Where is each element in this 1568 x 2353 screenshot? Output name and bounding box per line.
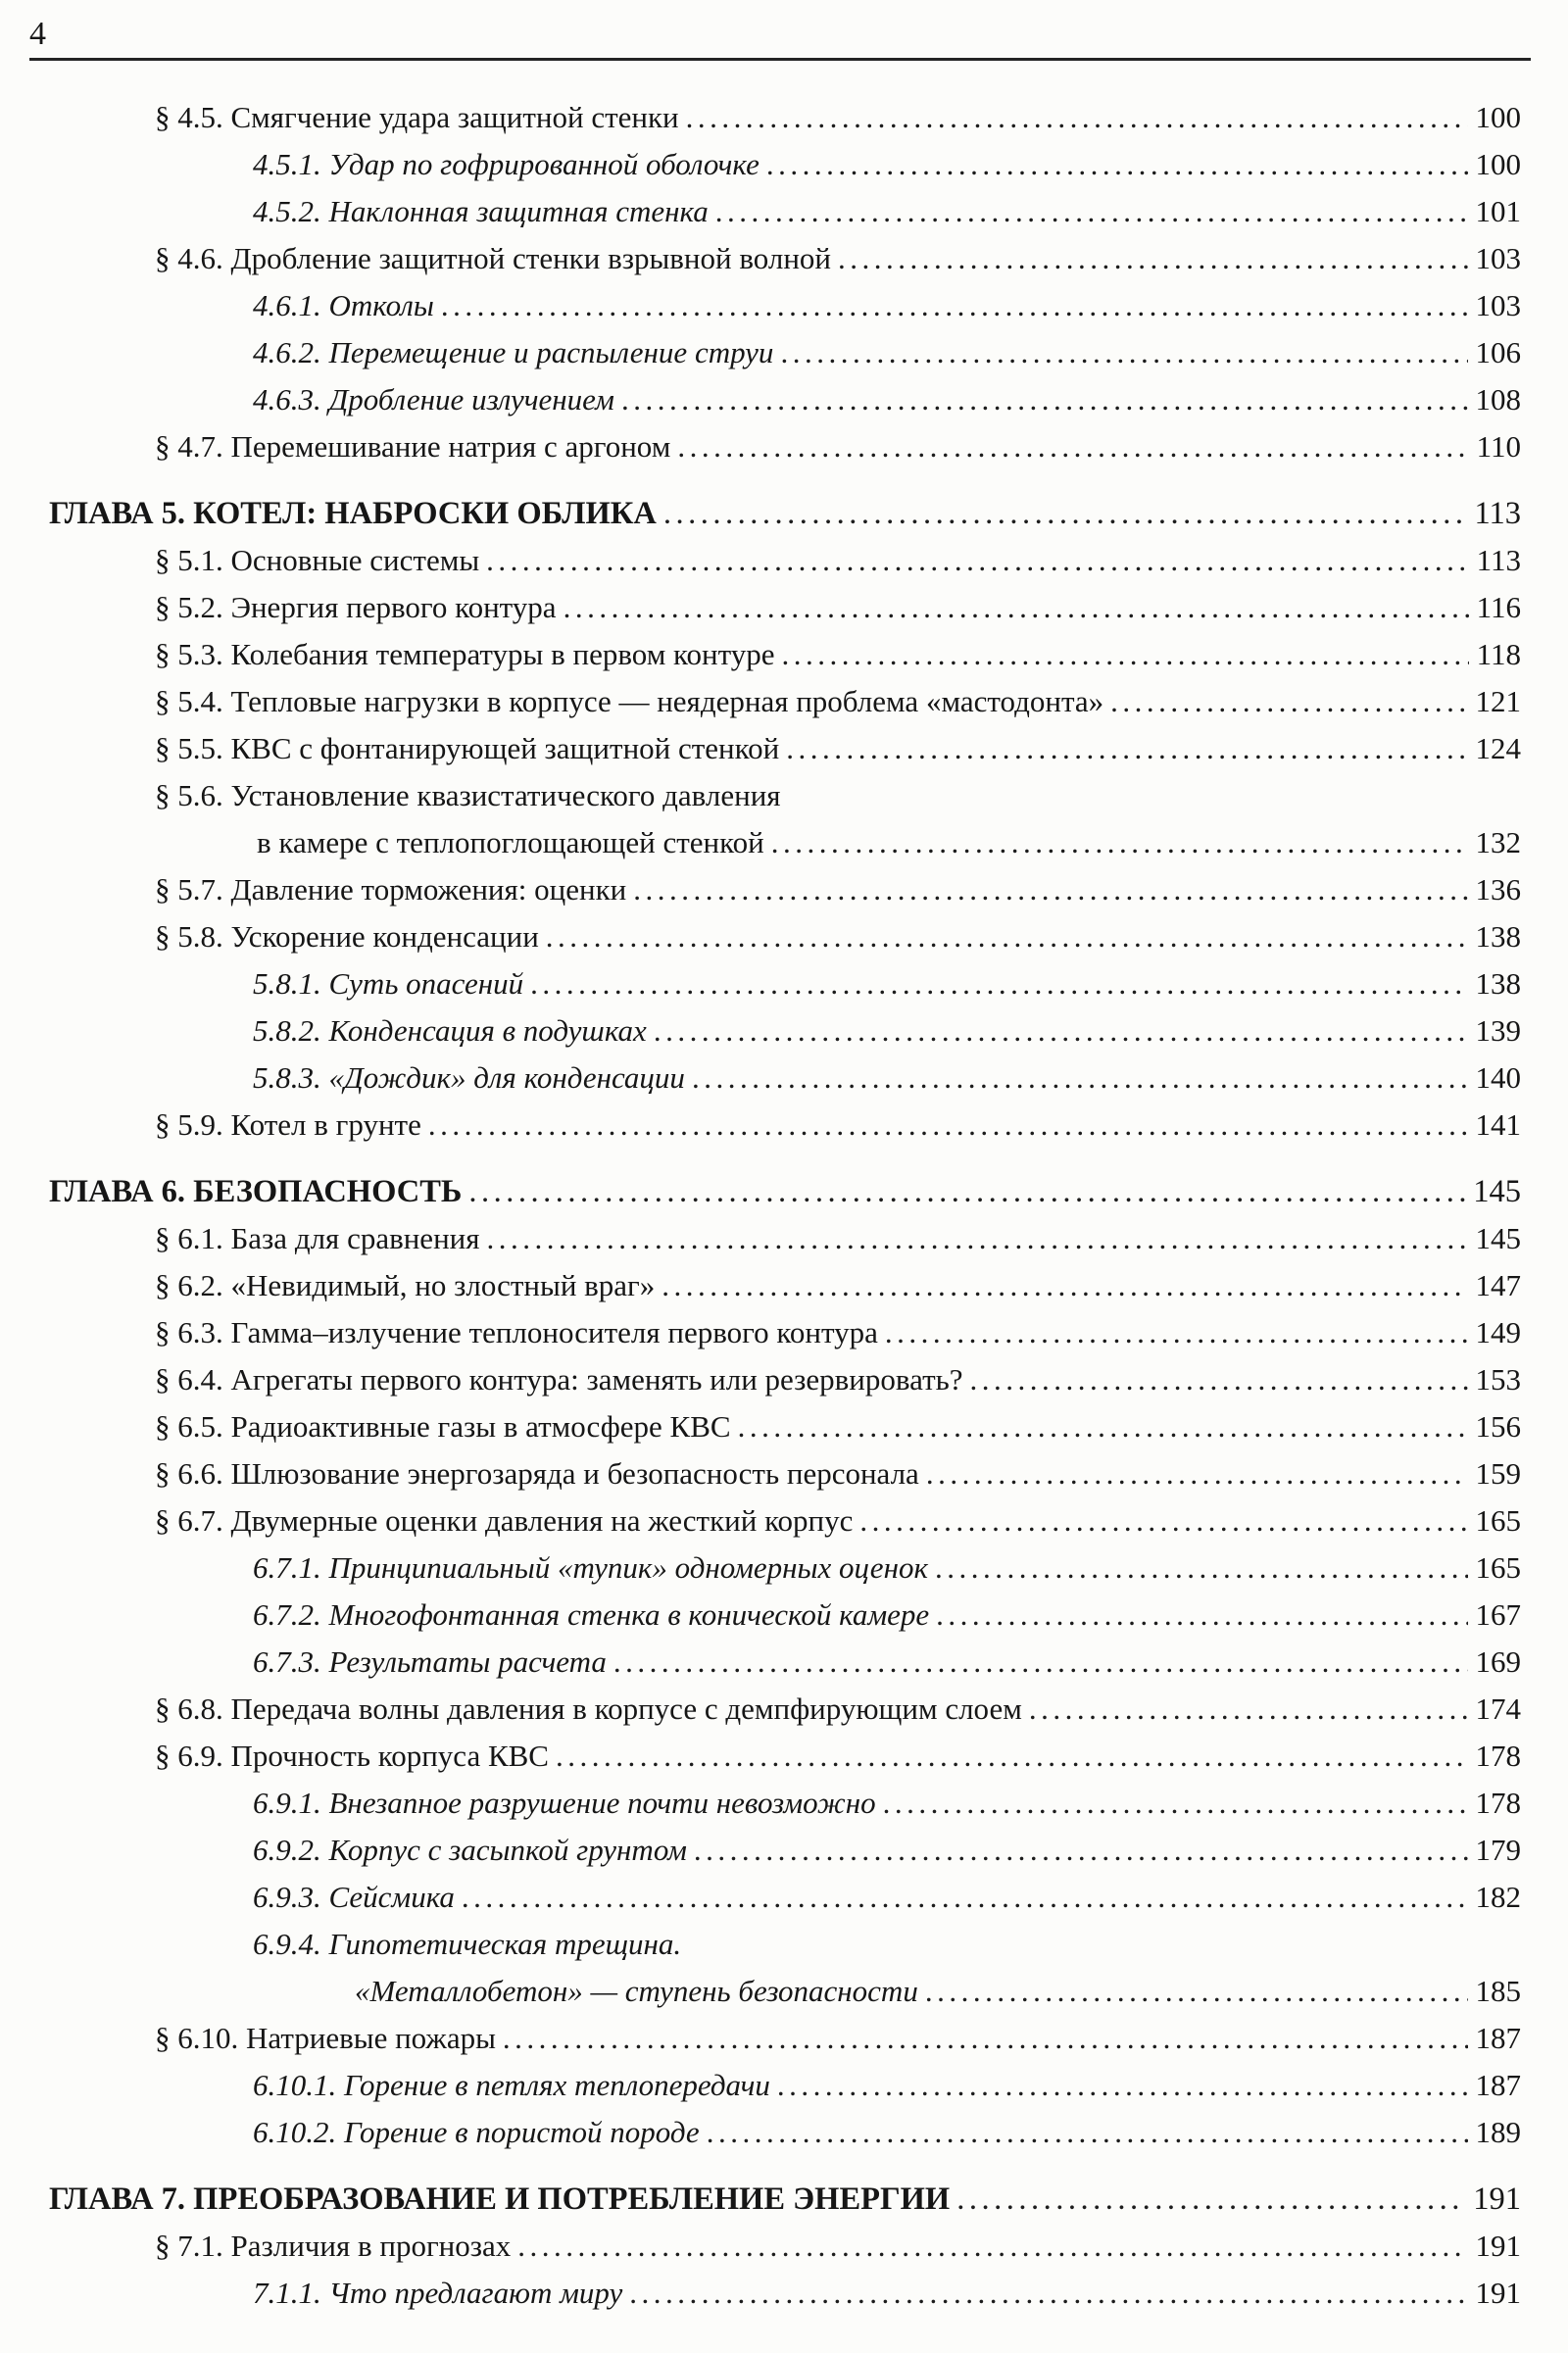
toc-entry	[49, 2223, 1521, 2270]
toc-entry-title: 6.9.4. Гипотетическая трещина.	[253, 1927, 682, 1962]
toc-entry	[49, 1921, 1521, 1968]
dot-leader	[926, 1450, 1468, 1497]
dot-leader	[777, 2062, 1468, 2109]
toc-entry-title: 4.6.3. Дробление излучением	[253, 382, 614, 417]
toc-entry-title: 4.6.1. Отколы	[253, 288, 434, 323]
toc-entry-title: 6.7.1. Принципиальный «тупик» одномерных оценок	[253, 1550, 928, 1586]
toc-entry	[49, 1309, 1521, 1356]
toc-entry-title: § 6.1. База для сравнения	[155, 1221, 480, 1256]
dot-leader	[564, 584, 1469, 631]
toc-entry	[49, 490, 1521, 537]
dot-leader	[663, 490, 1467, 537]
dot-leader	[487, 1215, 1468, 1262]
toc-entry	[49, 423, 1521, 470]
toc-entry-title: § 6.10. Натриевые пожары	[155, 2021, 496, 2056]
toc-entry-title: § 4.7. Перемешивание натрия с аргоном	[155, 429, 671, 465]
toc-entry-title: § 4.6. Дробление защитной стенки взрывной волной	[155, 241, 832, 276]
toc-entry-page: 100	[1475, 100, 1521, 135]
toc-entry	[49, 631, 1521, 678]
toc-entry-page: 110	[1476, 429, 1521, 465]
toc-entry	[49, 329, 1521, 376]
toc-entry	[49, 537, 1521, 584]
toc-entry	[49, 1403, 1521, 1450]
toc-entry-page: 100	[1475, 147, 1521, 182]
toc-entry	[49, 2109, 1521, 2156]
toc-entry-title: 4.5.1. Удар по гофрированной оболочке	[253, 147, 760, 182]
toc-entry-page: 103	[1475, 288, 1521, 323]
dot-leader	[468, 1168, 1465, 1215]
dot-leader	[486, 537, 1468, 584]
toc-entry-title: ГЛАВА 7. ПРЕОБРАЗОВАНИЕ И ПОТРЕБЛЕНИЕ ЭНЕРГИИ	[49, 2181, 951, 2218]
page-header	[0, 0, 1568, 61]
toc-entry	[49, 1968, 1521, 2015]
toc-entry-title: § 6.4. Агрегаты первого контура: заменять или резервировать?	[155, 1362, 963, 1397]
toc-entry-page: 159	[1475, 1456, 1521, 1492]
toc-entry	[49, 2176, 1521, 2223]
toc-entry-page: 103	[1475, 241, 1521, 276]
toc-entry	[49, 1262, 1521, 1309]
toc-entry-page: 121	[1475, 684, 1521, 719]
toc-entry-title: § 4.5. Смягчение удара защитной стенки	[155, 100, 679, 135]
toc-entry-title: 6.10.1. Горение в петлях теплопередачи	[253, 2068, 770, 2103]
toc-entry-title: § 5.5. КВС с фонтанирующей защитной стенкой	[155, 731, 780, 766]
toc-entry	[49, 1168, 1521, 1215]
toc-entry-title: 6.9.3. Сейсмика	[253, 1880, 455, 1915]
toc-entry-page: 140	[1475, 1060, 1521, 1096]
toc-entry-page: 165	[1475, 1550, 1521, 1586]
dot-leader	[782, 631, 1469, 678]
toc-entry	[49, 188, 1521, 235]
toc-entry-title: ГЛАВА 5. КОТЕЛ: НАБРОСКИ ОБЛИКА	[49, 496, 657, 532]
dot-leader	[838, 235, 1467, 282]
dot-leader	[546, 913, 1468, 960]
dot-leader	[707, 2109, 1468, 2156]
toc-entry	[49, 94, 1521, 141]
dot-leader	[885, 1309, 1468, 1356]
toc-entry-title: § 5.1. Основные системы	[155, 543, 480, 578]
toc-entry-title: 6.7.2. Многофонтанная стенка в конической камере	[253, 1597, 930, 1633]
toc-entry-title: § 6.3. Гамма–излучение теплоносителя первого контура	[155, 1315, 878, 1350]
dot-leader	[859, 1497, 1467, 1544]
toc-entry	[49, 1054, 1521, 1102]
toc-entry	[49, 141, 1521, 188]
dot-leader	[780, 329, 1467, 376]
toc-entry-title: 6.10.2. Горение в пористой породе	[253, 2115, 700, 2150]
toc-entry	[49, 819, 1521, 866]
toc-entry	[49, 376, 1521, 423]
toc-entry-title: 5.8.3. «Дождик» для конденсации	[253, 1060, 685, 1096]
toc-entry-title: ГЛАВА 6. БЕЗОПАСНОСТЬ	[49, 1174, 463, 1210]
dot-leader	[1029, 1686, 1468, 1733]
dot-leader	[694, 1827, 1468, 1874]
toc-entry-title: § 5.2. Энергия первого контура	[155, 590, 557, 625]
toc-entry-page: 147	[1475, 1268, 1521, 1303]
dot-leader	[629, 2270, 1467, 2317]
toc-entry-title: 4.6.2. Перемещение и распыление струи	[253, 335, 774, 370]
toc-entry	[49, 866, 1521, 913]
dot-leader	[556, 1733, 1468, 1780]
toc-entry	[49, 1215, 1521, 1262]
toc-entry	[49, 1733, 1521, 1780]
dot-leader	[662, 1262, 1467, 1309]
toc-entry-title: § 6.9. Прочность корпуса КВС	[155, 1739, 549, 1774]
toc-entry	[49, 1827, 1521, 1874]
toc-entry-page: 116	[1476, 590, 1521, 625]
toc-entry-title: § 6.5. Радиоактивные газы в атмосфере КВС	[155, 1409, 731, 1445]
dot-leader	[621, 376, 1468, 423]
toc-entry-page: 118	[1476, 637, 1521, 672]
toc-entry-page: 139	[1475, 1013, 1521, 1049]
toc-entry-title: 5.8.1. Суть опасений	[253, 966, 524, 1002]
toc-entry-title: § 6.6. Шлюзование энергозаряда и безопасность персонала	[155, 1456, 919, 1492]
toc-entry	[49, 1592, 1521, 1639]
toc-entry-title: § 5.9. Котел в грунте	[155, 1107, 421, 1143]
toc-entry	[49, 678, 1521, 725]
dot-leader	[677, 423, 1468, 470]
toc-entry	[49, 1874, 1521, 1921]
toc-entry	[49, 913, 1521, 960]
toc-entry-title: § 5.8. Ускорение конденсации	[155, 919, 539, 955]
dot-leader	[738, 1403, 1468, 1450]
toc-entry-page: 149	[1475, 1315, 1521, 1350]
dot-leader	[766, 141, 1468, 188]
toc-entry-page: 101	[1475, 194, 1521, 229]
toc-entry-page: 145	[1473, 1174, 1521, 1210]
dot-leader	[692, 1054, 1468, 1102]
dot-leader	[883, 1780, 1468, 1827]
toc-entry-title: § 6.8. Передача волны давления в корпусе с демпфирующим слоем	[155, 1691, 1022, 1727]
toc-entry	[49, 1102, 1521, 1149]
toc-entry-page: 169	[1475, 1644, 1521, 1680]
toc-entry-page: 156	[1475, 1409, 1521, 1445]
toc-entry-title: § 5.6. Установление квазистатического давления	[155, 778, 781, 813]
toc-entry	[49, 1497, 1521, 1544]
toc-entry-page: 136	[1475, 872, 1521, 907]
toc-entry-page: 108	[1475, 382, 1521, 417]
toc-entry	[49, 1639, 1521, 1686]
dot-leader	[686, 94, 1468, 141]
dot-leader	[517, 2223, 1467, 2270]
toc-entry-page: 179	[1475, 1833, 1521, 1868]
toc-entry	[49, 235, 1521, 282]
dot-leader	[428, 1102, 1468, 1149]
toc-entry-page: 113	[1476, 543, 1521, 578]
toc-entry	[49, 1356, 1521, 1403]
toc-entry-page: 132	[1475, 825, 1521, 860]
toc-entry	[49, 1007, 1521, 1054]
toc-entry-page: 138	[1475, 919, 1521, 955]
dot-leader	[936, 1592, 1467, 1639]
toc-entry-title: § 6.2. «Невидимый, но злостный враг»	[155, 1268, 656, 1303]
toc-entry	[49, 1686, 1521, 1733]
toc-entry-page: 138	[1475, 966, 1521, 1002]
toc-entry	[49, 1780, 1521, 1827]
toc-entry-page: 124	[1475, 731, 1521, 766]
toc-entry-page: 167	[1475, 1597, 1521, 1633]
toc-entry-page: 113	[1474, 496, 1521, 532]
dot-leader	[786, 725, 1467, 772]
toc-entry	[49, 1450, 1521, 1497]
dot-leader	[441, 282, 1468, 329]
toc-entry	[49, 282, 1521, 329]
dot-leader	[925, 1968, 1468, 2015]
toc-entry	[49, 584, 1521, 631]
toc-entry-page: 191	[1475, 2229, 1521, 2264]
dot-leader	[970, 1356, 1468, 1403]
toc-entry-page: 187	[1475, 2068, 1521, 2103]
dot-leader	[771, 819, 1468, 866]
toc-entry-page: 174	[1475, 1691, 1521, 1727]
toc-entry-page: 165	[1475, 1503, 1521, 1539]
dot-leader	[1110, 678, 1467, 725]
toc-entry	[49, 2270, 1521, 2317]
toc-entry-page: 182	[1475, 1880, 1521, 1915]
toc-entry-title: § 7.1. Различия в прогнозах	[155, 2229, 512, 2264]
dot-leader	[935, 1544, 1468, 1592]
dot-leader	[462, 1874, 1468, 1921]
toc-entry-title: § 6.7. Двумерные оценки давления на жесткий корпус	[155, 1503, 854, 1539]
toc-entry-title: § 5.7. Давление торможения: оценки	[155, 872, 627, 907]
toc-entry	[49, 772, 1521, 819]
toc-entry	[49, 960, 1521, 1007]
toc-entry-page: 189	[1475, 2115, 1521, 2150]
toc-entry-page: 141	[1475, 1107, 1521, 1143]
toc-entry-title: 7.1.1. Что предлагают миру	[253, 2276, 623, 2311]
toc-entry-title: 6.7.3. Результаты расчета	[253, 1644, 607, 1680]
toc-entry-page: 178	[1475, 1739, 1521, 1774]
toc-entry-title: «Металлобетон» — ступень безопасности	[355, 1974, 918, 2009]
toc-entry	[49, 2062, 1521, 2109]
toc-entry-page: 153	[1475, 1362, 1521, 1397]
toc-entry-title: § 5.3. Колебания температуры в первом контуре	[155, 637, 775, 672]
toc-entry-page: 178	[1475, 1786, 1521, 1821]
dot-leader	[715, 188, 1468, 235]
dot-leader	[654, 1007, 1468, 1054]
toc-entry-title: 4.5.2. Наклонная защитная стенка	[253, 194, 709, 229]
dot-leader	[503, 2015, 1468, 2062]
toc-entry-title: § 5.4. Тепловые нагрузки в корпусе — неядерная проблема «мастодонта»	[155, 684, 1104, 719]
toc-entry-title: 6.9.2. Корпус с засыпкой грунтом	[253, 1833, 687, 1868]
toc-entry	[49, 2015, 1521, 2062]
toc-entry-title: 5.8.2. Конденсация в подушках	[253, 1013, 647, 1049]
dot-leader	[530, 960, 1467, 1007]
table-of-contents	[0, 61, 1568, 2317]
dot-leader	[633, 866, 1467, 913]
toc-entry-page: 106	[1475, 335, 1521, 370]
toc-entry-page: 185	[1475, 1974, 1521, 2009]
toc-entry	[49, 1544, 1521, 1592]
page-number: 4	[29, 16, 46, 52]
dot-leader	[956, 2176, 1465, 2223]
toc-entry-page: 191	[1475, 2276, 1521, 2311]
toc-entry-title: в камере с теплопоглощающей стенкой	[257, 825, 764, 860]
toc-entry-page: 191	[1473, 2181, 1521, 2218]
toc-entry	[49, 725, 1521, 772]
toc-entry-page: 145	[1475, 1221, 1521, 1256]
toc-entry-page: 187	[1475, 2021, 1521, 2056]
toc-entry-title: 6.9.1. Внезапное разрушение почти невозможно	[253, 1786, 876, 1821]
dot-leader	[613, 1639, 1468, 1686]
